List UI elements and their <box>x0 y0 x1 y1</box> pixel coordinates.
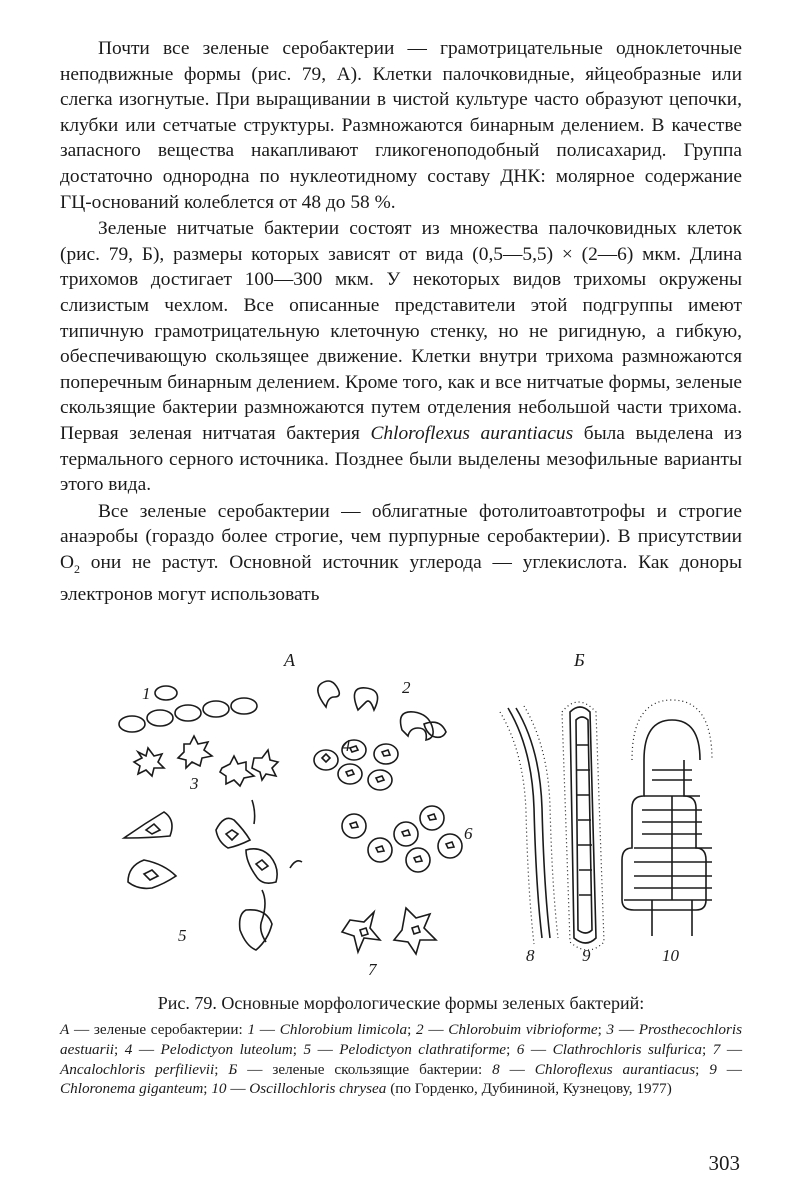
caption-fragment: 7 <box>712 1040 721 1058</box>
chlorobium-limicola-drawing <box>119 686 257 732</box>
caption-fragment: ; <box>597 1021 607 1038</box>
paragraph-3-part-b: они не растут. Основной источник углерода — углекислота. Как доноры электронов могут использовать <box>60 551 742 606</box>
caption-fragment: А <box>60 1021 70 1038</box>
caption-fragment: Chlorobuim vibrioforme <box>448 1021 598 1038</box>
paragraph-3-part-a: Все зеленые серобактерии — облигатные фотолитоавтотрофы и строгие анаэробы (гораздо более строгие, чем пурпурные серобактерии). В присутствии O <box>60 500 742 573</box>
page-number: 303 <box>708 1151 740 1175</box>
caption-fragment: 10 <box>211 1080 227 1098</box>
figure-label-5: 5 <box>178 926 187 945</box>
figure-label-9: 9 <box>582 946 591 965</box>
caption-fragment: 6 <box>516 1040 525 1058</box>
caption-fragment: ; <box>407 1021 417 1038</box>
pelodictyon-luteolum-drawing <box>314 740 398 790</box>
oxygen-subscript: 2 <box>74 561 81 576</box>
figure-drawing <box>96 650 756 990</box>
caption-fragment: — <box>716 1060 742 1078</box>
prosthecochloris-drawing <box>134 736 278 786</box>
chloronema-drawing <box>562 702 604 950</box>
caption-fragment: Pelodictyon clathratiforme <box>339 1040 507 1058</box>
caption-fragment: — <box>423 1021 449 1038</box>
caption-fragment: 8 <box>492 1060 500 1078</box>
figure-caption-title: Рис. 79. Основные морфологические формы зеленых бактерий: <box>157 993 645 1013</box>
caption-fragment: — <box>255 1021 280 1038</box>
caption-fragment: 4 <box>124 1040 133 1058</box>
caption-fragment: Chloroflexus aurantiacus <box>534 1060 696 1078</box>
panel-label-a: А <box>284 650 295 670</box>
caption-fragment: 2 <box>416 1021 424 1038</box>
chloroflexus-drawing <box>500 706 558 944</box>
caption-fragment: Б <box>228 1060 238 1078</box>
paragraph-2 <box>60 216 742 498</box>
caption-fragment: — <box>499 1060 535 1078</box>
panel-label-b: Б <box>574 650 585 670</box>
paragraph-2-part-a: Зеленые нитчатые бактерии состоят из множества палочковидных клеток (рис. 79, Б), размеры которых зависят от вида (0,5—5,5) × (2—6) мкм. Длина трихомов достигает 100—300 мкм. У некоторых видов трихомы окружены слизистым чехлом. Все описанные представители этой подгруппы имеют типичную грамотрицательную клеточную стенку, но не ригидную, а гибкую, обеспечивающую скользящее движение. Клетки внутри трихома размножаются поперечным бинарным делением. Кроме того, как и все нитчатые формы, зеленые скользящие бактерии размножаются путем отделения небольшой части трихома. Первая зеленая нитчатая бактерия <box>60 218 742 444</box>
paragraph-1: Почти все зеленые серобактерии — грамотрицательные одноклеточные неподвижные формы (рис. 79, А). Клетки палочковидные, яйцеобразные или слегка изогнутые. При выращивании в чистой культуре часто образуют цепочки, клубки или сетчатые структуры. Размножаются бинарным делением. В качестве запасного вещества накапливают гликогеноподобный полисахарид. Группа достаточно однородна по нуклеотидному составу ДНК: молярное содержание ГЦ-оснований колеблется от 48 до 58 %. <box>60 38 742 213</box>
caption-fragment: — зеленые серобактерии: <box>69 1021 248 1038</box>
main-text <box>60 36 742 608</box>
figure-label-2: 2 <box>402 678 411 697</box>
caption-fragment: — <box>524 1040 553 1058</box>
paragraph-2-part-b: была выделена из термального серного источника. Позднее были выделены мезофильные варианты этого вида. <box>60 422 742 496</box>
caption-fragment: ; <box>214 1060 229 1078</box>
caption-fragment: Pelodictyon luteolum <box>160 1040 293 1058</box>
figure-label-3: 3 <box>190 774 199 793</box>
caption-fragment: Ancalochloris perfilievii <box>60 1060 215 1078</box>
clathrochloris-drawing <box>342 806 462 872</box>
figure-label-4: 4 <box>342 736 351 755</box>
caption-fragment: Oscillochloris chrysea <box>249 1080 387 1098</box>
caption-fragment: (по Горденко, Дубининой, Кузнецову, 1977) <box>386 1080 672 1098</box>
caption-fragment: — <box>720 1040 743 1058</box>
caption-fragment: 5 <box>303 1040 312 1058</box>
caption-fragment: ; <box>695 1060 710 1078</box>
figure-caption-body <box>60 1020 742 1099</box>
caption-fragment: ; <box>506 1040 517 1058</box>
figure-label-6: 6 <box>464 824 473 843</box>
pelodictyon-clathratiforme-drawing <box>124 800 302 950</box>
caption-fragment: — <box>311 1040 340 1058</box>
caption-fragment: 1 <box>247 1021 256 1038</box>
caption-fragment: — <box>132 1040 161 1058</box>
species-name: Chloroflexus aurantiacus <box>370 422 574 444</box>
caption-fragment: 3 <box>606 1021 615 1038</box>
caption-fragment: — <box>614 1021 639 1038</box>
caption-fragment: ; <box>292 1040 304 1058</box>
figure-label-7: 7 <box>368 960 377 979</box>
caption-fragment: — зеленые скользящие бактерии: <box>237 1060 493 1078</box>
caption-fragment: 9 <box>709 1060 717 1078</box>
caption-fragment: ; <box>203 1080 212 1098</box>
chlorobium-vibrioforme-drawing <box>318 681 446 740</box>
oscillochloris-drawing <box>622 700 712 936</box>
figure-label-8: 8 <box>526 946 535 965</box>
caption-fragment: ; <box>702 1040 713 1058</box>
figure-label-1: 1 <box>142 684 151 703</box>
caption-fragment: Prosthecochloris aestuarii <box>60 1021 742 1058</box>
caption-fragment: Chlorobium limicola <box>279 1021 408 1038</box>
caption-fragment: Chloronema giganteum <box>60 1080 204 1098</box>
caption-fragment: Clathrochloris sulfurica <box>552 1040 702 1058</box>
ancalochloris-drawing <box>342 908 436 954</box>
caption-fragment: ; <box>114 1040 125 1058</box>
figure-79 <box>96 650 756 990</box>
figure-label-10: 10 <box>662 946 679 965</box>
caption-fragment: — <box>226 1080 250 1098</box>
paragraph-3 <box>60 499 742 608</box>
